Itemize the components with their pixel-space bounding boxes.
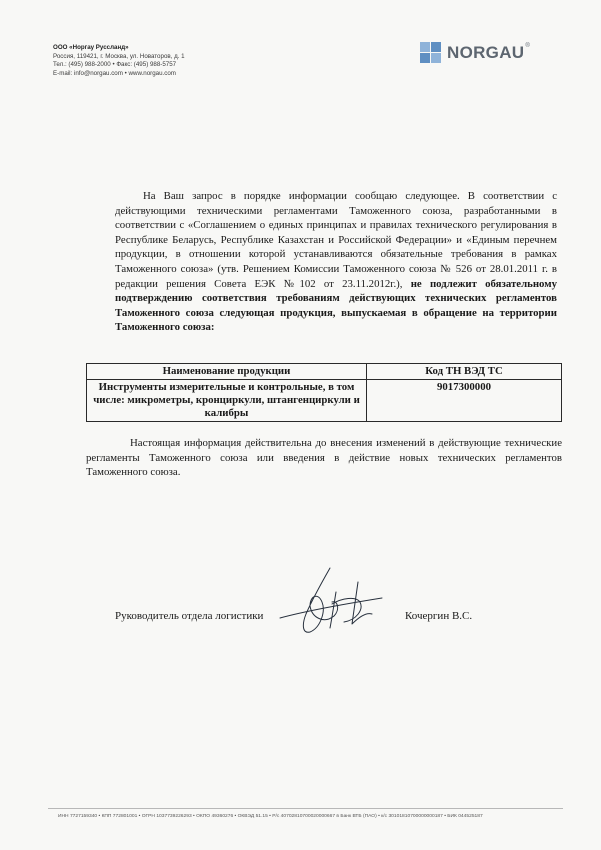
company-name: ООО «Норгау Руссланд» <box>53 44 129 51</box>
validity-note <box>86 436 562 480</box>
norgau-logo <box>420 42 530 63</box>
product-table <box>86 363 562 422</box>
signatory-name: Кочергин В.С. <box>405 610 473 622</box>
logo-wordmark: NORGAU <box>447 42 525 62</box>
company-contacts: E-mail: info@norgau.com • www.norgau.com <box>53 69 176 77</box>
table-cell-code: 9017300000 <box>367 380 562 422</box>
registered-mark: ® <box>525 42 530 49</box>
table-cell-product: Инструменты измерительные и контрольные, в том числе: микрометры, кронциркули, штангенциркули и калибры <box>87 380 367 422</box>
handwritten-signature <box>272 562 392 642</box>
table-header-row <box>87 364 562 380</box>
footer-divider <box>48 808 563 809</box>
signatory-position: Руководитель отдела логистики <box>115 610 264 622</box>
letter-body <box>115 189 557 335</box>
bank-details: ИНН 7727159340 • КПП 772801001 • ОГРН 1037739226293 • ОКПО 49360276 • ОКВЭД 51.15 • Р/с 40702810700020000667 в Банк ВТБ (ПАО) • к/с 30101810700000000187 • БИК 044525187 <box>58 814 483 819</box>
letterhead-contacts <box>53 44 185 78</box>
table-row <box>87 380 562 422</box>
letter-bold-text: не подлежит обязательному подтверждению соответствия требованиям действующих технических регламентов Таможенного союза следующая продукция, выпускаемая в обращение на территории Таможенного союза: <box>115 277 557 334</box>
table-header-code: Код ТН ВЭД ТС <box>367 364 562 380</box>
validity-note-text: Настоящая информация действительна до внесения изменений в действующие технические регламенты Таможенного союза или введения в действие новых технических регламентов Таможенного союза. <box>86 437 562 479</box>
logo-square-icon <box>420 42 441 63</box>
letter-paragraph <box>115 189 557 335</box>
company-address: Россия, 119421, г. Москва, ул. Новаторов, д. 1 <box>53 52 185 60</box>
company-phones: Тел.: (495) 988-2000 • Факс: (495) 988-5757 <box>53 61 177 68</box>
table-header-product: Наименование продукции <box>87 364 367 380</box>
letter-text: На Ваш запрос в порядке информации сообщаю следующее. В соответствии с действующими техническими регламентами Таможенного союза, разработанными в соответствии с «Соглашением о единых принципах и правилах технического регулирования в Республике Беларусь, Республике Казахстан и Российской Федерации» и «Единым перечнем продукции, в отношении которой устанавливаются обязательные требования в рамках Таможенного союза» (утв. Решением Комиссии Таможенного союза № 526 от 28.01.2011 г. в редакции решения Совета ЕЭК №102 от 23.11.2012г.), <box>115 190 557 290</box>
